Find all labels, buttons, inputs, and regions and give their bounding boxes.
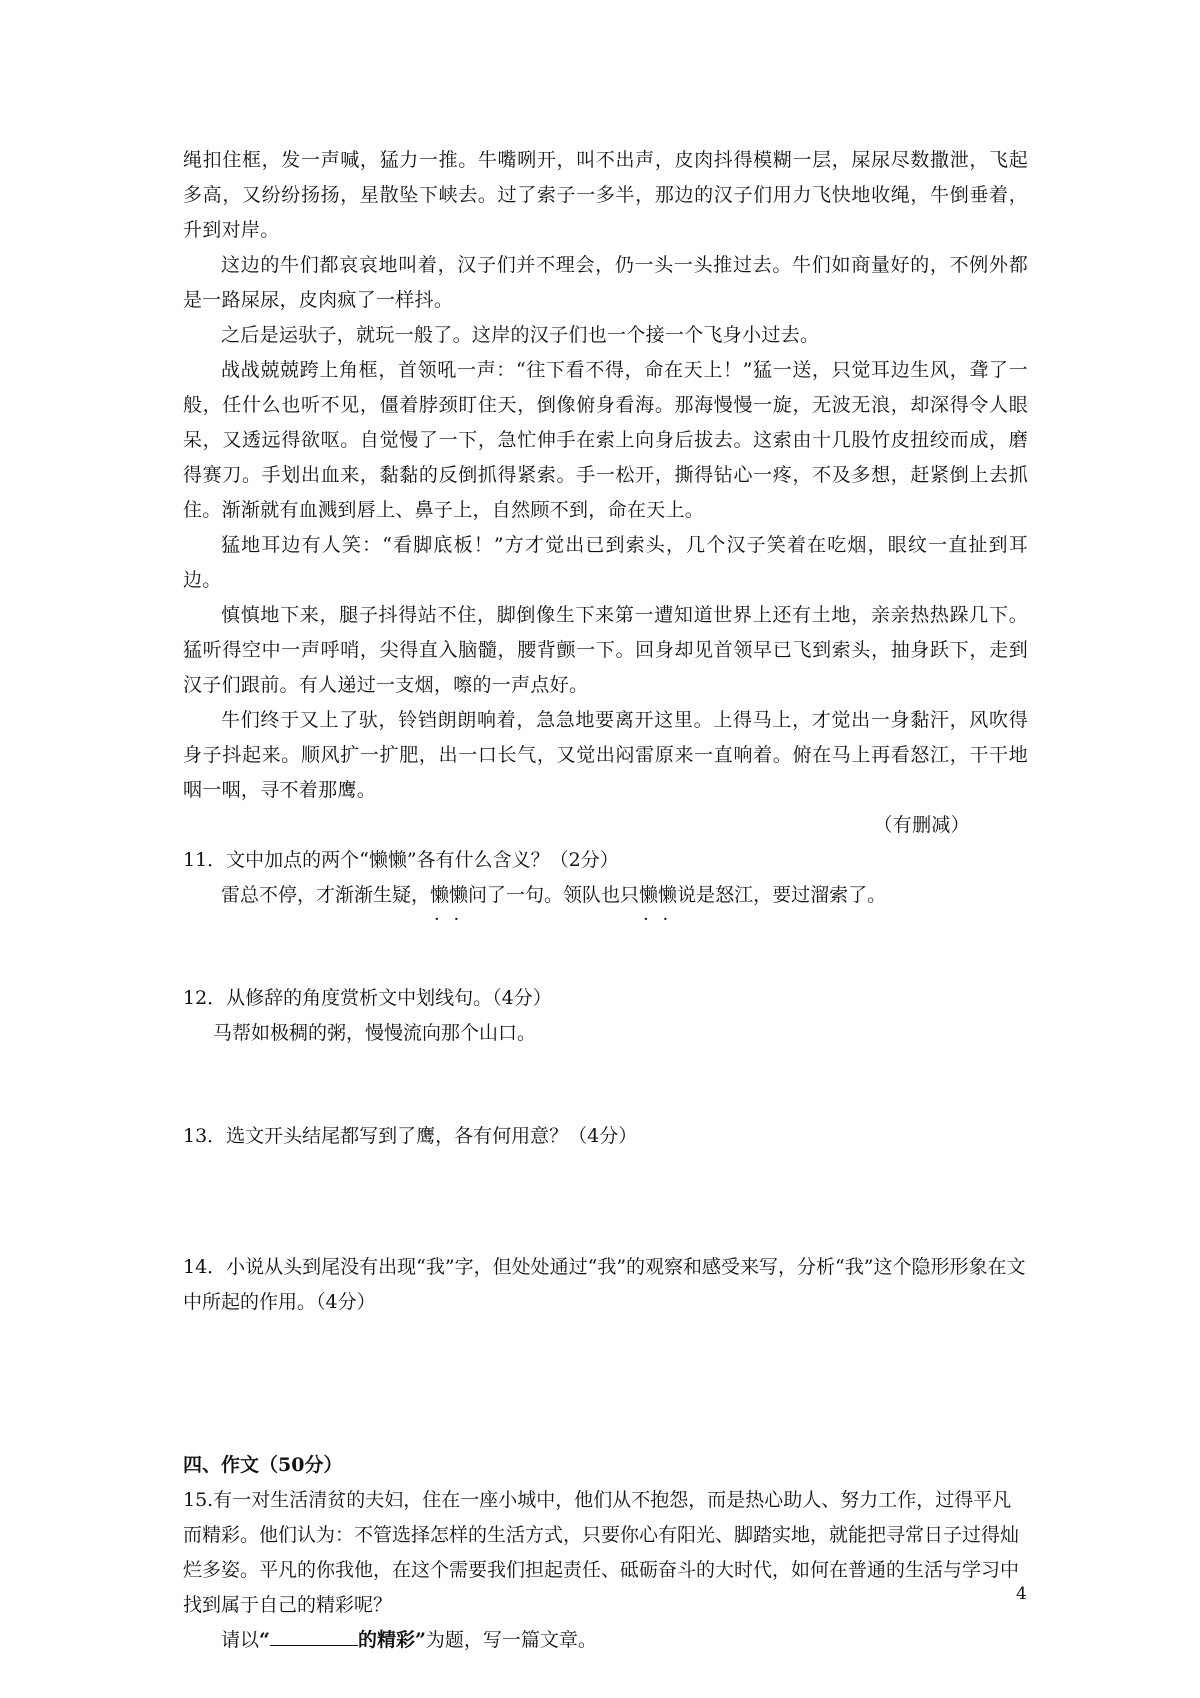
question-13: 13．选文开头结尾都写到了鹰，各有何用意？（4分） [183, 1125, 638, 1147]
passage-paragraph-1: 绳扣住框，发一声喊，猛力一推。牛嘴咧开，叫不出声，皮肉抖得模糊一层，屎尿尽数撒泄，飞起多高，又纷纷扬扬，星散坠下峡去。过了索子一多半，那边的汉子们用力飞快地收绳，牛倒垂着，升到对岸。 [183, 149, 1028, 241]
passage-paragraph-7: 牛们终于又上了驮，铃铛朗朗响着，急急地要离开这里。上得马上，才觉出一身黏汗，风吹得身子抖起来。顺风扩一扩肥，出一口长气，又觉出闷雷原来一直响着。俯在马上再看怒江，干干地咽一咽，寻不着那鹰。 [183, 709, 1028, 801]
essay-instruction [183, 1623, 1028, 1658]
question-14: 14．小说从头到尾没有出现“我”字，但处处通过“我”的观察和感受来写，分析“我”这个隐形形象在文中所起的作用。（4分） [183, 1256, 1026, 1313]
q11-quote-part1: 雷总不停，才渐渐生疑， [221, 884, 431, 906]
exam-page [183, 143, 1028, 1658]
passage-paragraph-6: 慎慎地下来，腿子抖得站不住，脚倒像生下来第一遭知道世界上还有土地，亲亲热热跺几下。猛听得空中一声呼哨，尖得直入脑髓，腰背颤一下。回身却见首领早已飞到索头，抽身跃下，走到汉子们跟前。有人递过一支烟，嚓的一声点好。 [183, 604, 1028, 696]
dotted-word-2: 懒懒 · · [639, 884, 677, 906]
title-blank [270, 1627, 358, 1646]
dotted-word-1: 懒懒 · · [430, 884, 468, 906]
answer-space-14 [183, 1320, 1028, 1448]
title-open-quote: “ [259, 1629, 270, 1651]
q11-quote-part3: 说是怒江，要过溜索了。 [677, 884, 887, 906]
title-suffix: 的精彩” [357, 1629, 426, 1651]
question-15: 15.有一对生活清贫的夫妇，住在一座小城中，他们从不抱怨，而是热心助人、努力工作，过得平凡而精彩。他们认为：不管选择怎样的生活方式，只要你心有阳光、脚踏实地，就能把寻常日子过得灿烂多姿。平凡的你我他，在这个需要我们担起责任、砥砺奋斗的大时代，如何在普通的生活与学习中找到属于自己的精彩呢？ [183, 1489, 1020, 1616]
instruction-before: 请以 [221, 1629, 260, 1651]
question-11: 11．文中加点的两个“懒懒”各有什么含义？（2分） [183, 849, 619, 871]
essay-heading: 四、作文（50分） [183, 1454, 343, 1476]
source-note: （有删减） [873, 814, 970, 836]
q11-quote-part2: 问了一句。领队也只 [468, 884, 640, 906]
passage-paragraph-5: 猛地耳边有人笑：“看脚底板！”方才觉出已到索头，几个汉子笑着在吃烟，眼纹一直扯到耳边。 [183, 534, 1028, 591]
passage-paragraph-3: 之后是运驮子，就玩一般了。这岸的汉子们也一个接一个飞身小过去。 [221, 324, 820, 346]
question-12-quote: 马帮如极稠的粥，慢慢流向那个山口。 [213, 1022, 537, 1044]
answer-space-11 [183, 913, 1028, 981]
passage-paragraph-4: 战战兢兢跨上角框，首领吼一声：“往下看不得，命在天上！”猛一送，只觉耳边生风，聋了一般，任什么也听不见，僵着脖颈盯住天，倒像俯身看海。那海慢慢一旋，无波无浪，却深得令人眼呆，又透远得欲呕。自觉慢了一下，急忙伸手在索上向身后拔去。这索由十几股竹皮扭绞而成，磨得赛刀。手划出血来，黏黏的反倒抓得紧索。手一松开，撕得钻心一疼，不及多想，赶紧倒上去抓住。渐渐就有血溅到唇上、鼻子上，自然顾不到，命在天上。 [183, 359, 1028, 521]
passage-paragraph-2: 这边的牛们都哀哀地叫着，汉子们并不理会，仍一头一头推过去。牛们如商量好的，不例外都是一路屎尿，皮肉疯了一样抖。 [183, 254, 1028, 311]
question-11-quote [183, 878, 1028, 913]
answer-space-12 [183, 1051, 1028, 1119]
question-12: 12．从修辞的角度赏析文中划线句。（4分） [183, 987, 552, 1009]
answer-space-13 [183, 1154, 1028, 1250]
instruction-after: 为题，写一篇文章。 [425, 1629, 597, 1651]
page-number: 4 [1016, 1584, 1027, 1604]
